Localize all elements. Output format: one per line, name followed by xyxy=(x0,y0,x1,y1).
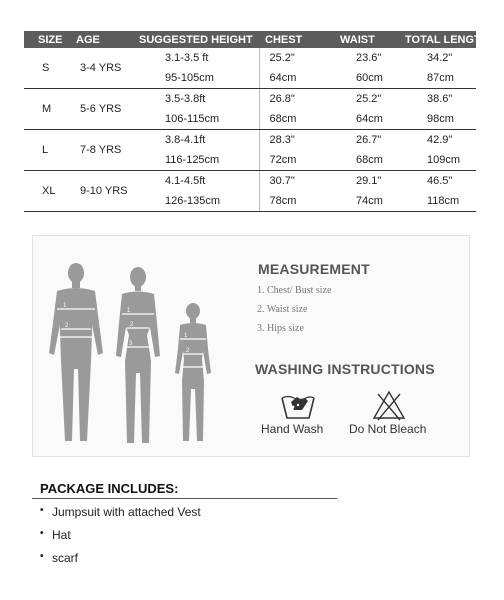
mark-chest: 1 xyxy=(127,308,131,314)
mark-waist: 2 xyxy=(130,322,134,328)
mark-chest: 1 xyxy=(63,303,67,309)
height-cm-value: 106-115cm xyxy=(139,109,259,130)
length-in-value: 42.9" xyxy=(427,134,453,146)
measurement-item-hips: 3. Hips size xyxy=(257,323,304,334)
woman-silhouette xyxy=(116,267,160,443)
measurement-item-chest: 1. Chest/ Bust size xyxy=(257,285,332,296)
package-list xyxy=(38,503,201,572)
chest-in-value: 25.2" xyxy=(259,48,334,68)
waist-cm-value: 74cm xyxy=(334,191,399,212)
mark-waist: 2 xyxy=(65,323,69,329)
bullet: • xyxy=(40,551,44,562)
package-title: PACKAGE INCLUDES: xyxy=(40,481,179,496)
waist-cm-value: 60cm xyxy=(334,68,399,89)
size-value: L xyxy=(24,130,74,171)
child-silhouette xyxy=(175,303,211,441)
chest-cm-value: 78cm xyxy=(259,191,334,212)
waist-in-value: 26.7" xyxy=(356,134,382,146)
table-row xyxy=(24,171,476,192)
hand-wash-icon xyxy=(278,388,318,422)
height-ft-value: 3.8-4.1ft xyxy=(165,134,206,146)
package-item-label: scarf xyxy=(52,551,79,565)
length-cm-value: 98cm xyxy=(399,109,476,130)
list-item xyxy=(38,503,201,526)
length-cm-value: 87cm xyxy=(399,68,476,89)
header-height: SUGGESTED HEIGHT xyxy=(139,31,259,48)
chest-in-value: 28.3" xyxy=(259,130,334,151)
length-cm-value: 118cm xyxy=(399,191,476,212)
header-chest: CHEST xyxy=(259,31,334,48)
measurement-title: MEASUREMENT xyxy=(258,261,370,277)
do-not-bleach-icon xyxy=(369,388,409,422)
table-row xyxy=(24,48,476,68)
chest-cm-value: 64cm xyxy=(259,68,334,89)
chest-in-value: 26.8" xyxy=(259,89,334,110)
height-ft-value: 4.1-4.5ft xyxy=(165,175,206,187)
age-value: 9-10 YRS xyxy=(74,171,139,212)
body-figures-illustration xyxy=(43,261,243,456)
header-size: SIZE xyxy=(24,31,74,48)
bullet: • xyxy=(40,505,44,516)
mark-waist: 2 xyxy=(186,348,190,354)
length-in-value: 38.6" xyxy=(427,93,453,105)
list-item xyxy=(38,526,201,549)
package-divider xyxy=(32,498,337,499)
header-age: AGE xyxy=(74,31,139,48)
size-value: XL xyxy=(24,171,74,212)
header-length: TOTAL LENGTH xyxy=(399,31,476,48)
package-item-label: Jumpsuit with attached Vest xyxy=(52,505,201,519)
height-cm-value: 116-125cm xyxy=(139,150,259,171)
header-waist: WAIST xyxy=(334,31,399,48)
age-value: 7-8 YRS xyxy=(74,130,139,171)
size-chart-header-row xyxy=(24,31,476,48)
age-value: 3-4 YRS xyxy=(74,48,139,89)
length-cm-value: 109cm xyxy=(399,150,476,171)
list-item xyxy=(38,549,201,572)
table-row xyxy=(24,130,476,151)
hand-wash-label: Hand Wash xyxy=(261,422,324,436)
chest-cm-value: 72cm xyxy=(259,150,334,171)
table-row xyxy=(24,89,476,110)
waist-cm-value: 68cm xyxy=(334,150,399,171)
do-not-bleach-label: Do Not Bleach xyxy=(349,422,427,436)
length-in-value: 34.2" xyxy=(427,52,453,64)
chest-in-value: 30.7" xyxy=(259,171,334,192)
waist-in-value: 23.6" xyxy=(356,52,382,64)
bullet: • xyxy=(40,528,44,539)
age-value: 5-6 YRS xyxy=(74,89,139,130)
size-value: S xyxy=(24,48,74,89)
size-value: M xyxy=(24,89,74,130)
length-in-value: 46.5" xyxy=(427,175,453,187)
measurement-panel xyxy=(32,235,470,457)
height-ft-value: 3.5-3.8ft xyxy=(165,93,206,105)
size-chart-table xyxy=(24,31,489,212)
height-cm-value: 95-105cm xyxy=(139,68,259,89)
waist-in-value: 29.1" xyxy=(356,175,382,187)
mark-hips: 3 xyxy=(129,341,133,347)
height-cm-value: 126-135cm xyxy=(139,191,259,212)
man-silhouette xyxy=(49,263,103,441)
package-item-label: Hat xyxy=(52,528,71,542)
waist-in-value: 25.2" xyxy=(356,93,382,105)
mark-chest: 1 xyxy=(184,333,188,339)
washing-title: WASHING INSTRUCTIONS xyxy=(255,361,435,377)
height-ft-value: 3.1-3.5 ft xyxy=(165,52,209,64)
waist-cm-value: 64cm xyxy=(334,109,399,130)
chest-cm-value: 68cm xyxy=(259,109,334,130)
measurement-item-waist: 2. Waist size xyxy=(257,304,308,315)
